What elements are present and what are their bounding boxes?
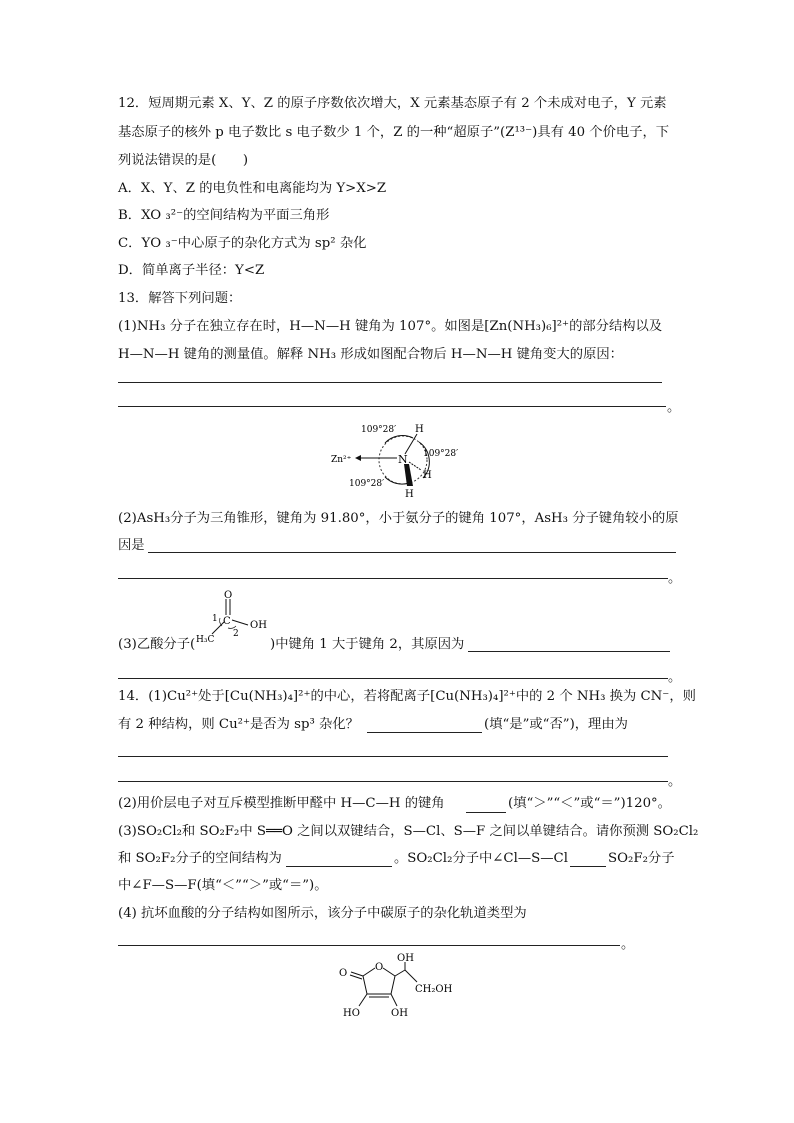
fig3-side-oh: OH <box>397 953 414 964</box>
period: 。 <box>667 400 681 415</box>
fig3-ring-o: O <box>375 962 384 973</box>
answer-blank[interactable] <box>570 866 606 867</box>
fig2-angle-1: 1 <box>212 614 218 624</box>
period: 。 <box>668 774 682 789</box>
q12-option-a: A．X、Y、Z 的电负性和电离能均为 Y>X>Z <box>118 181 387 196</box>
q12-option-d: D．简单离子半径：Y<Z <box>118 263 265 278</box>
fig2-angle-2: 2 <box>233 629 239 639</box>
ascorbic-acid-figure <box>335 952 465 1022</box>
q12-line1: 12．短周期元素 X、Y、Z 的原子序数依次增大，X 元素基态原子有 2 个未成对电子，Y 元素 <box>118 96 667 111</box>
q12-option-b: B．XO ₃²⁻的空间结构为平面三角形 <box>118 208 330 223</box>
q13-title: 13．解答下列问题： <box>118 291 242 306</box>
q14-p2b: (填“＞”“＜”或“＝”)120°。 <box>508 796 671 811</box>
fig1-angle-bottom: 109°28′ <box>349 479 385 489</box>
answer-line[interactable] <box>148 552 676 553</box>
answer-blank[interactable] <box>466 812 506 813</box>
fig3-carbonyl-o: O <box>339 968 348 979</box>
zn-nh3-figure <box>325 420 470 502</box>
q14-p3-line2a: 和 SO₂F₂分子的空间结构为 <box>118 851 282 866</box>
fig1-h-bottom: H <box>405 489 414 500</box>
period: 。 <box>621 937 635 952</box>
q14-p3-line2b: 。SO₂Cl₂分子中∠Cl—S—Cl <box>394 851 568 866</box>
answer-line[interactable] <box>468 651 670 652</box>
answer-line[interactable] <box>118 945 620 946</box>
fig1-angle-top: 109°28′ <box>361 425 397 435</box>
answer-line[interactable] <box>118 678 668 679</box>
q13-p1-line2: H—N—H 键角的测量值。解释 NH₃ 形成如图配合物后 H—N—H 键角变大的原因： <box>118 347 623 362</box>
fig2-oh: OH <box>250 620 267 631</box>
q14-line2b: (填“是”或“否”)，理由为 <box>484 717 628 732</box>
answer-line[interactable] <box>118 578 668 579</box>
q13-p3-suffix: )中键角 1 大于键角 2，其原因为 <box>270 637 465 652</box>
answer-blank[interactable] <box>367 732 482 733</box>
q14-p3-line3: 中∠F—S—F(填“＜”“＞”或“＝”)。 <box>118 878 328 893</box>
answer-line[interactable] <box>118 406 666 407</box>
q14-p2a: (2)用价层电子对互斥模型推断甲醛中 H—C—H 的键角 <box>118 796 445 811</box>
q14-line2a: 有 2 种结构，则 Cu²⁺是否为 sp³ 杂化？ <box>118 717 359 732</box>
q12-line2: 基态原子的核外 p 电子数比 s 电子数少 1 个，Z 的一种“超原子”(Z¹³⁻)具有 40 个价电子，下 <box>118 125 670 140</box>
fig1-h-top: H <box>415 424 424 435</box>
q14-p3-line2c: SO₂F₂分子 <box>608 851 675 866</box>
answer-line[interactable] <box>118 756 668 757</box>
q14-p4-line1: (4) 抗坏血酸的分子结构如图所示，该分子中碳原子的杂化轨道类型为 <box>118 906 527 921</box>
fig1-n: N <box>398 453 408 466</box>
q13-p2-line2-prefix: 因是 <box>118 538 145 553</box>
period: 。 <box>668 571 682 586</box>
q14-line1: 14．(1)Cu²⁺处于[Cu(NH₃)₄]²⁺的中心，若将配离子[Cu(NH₃)₄]²⁺中的 2 个 NH₃ 换为 CN⁻，则 <box>118 689 696 704</box>
q13-p3-prefix: (3)乙酸分子( <box>118 637 196 652</box>
answer-line[interactable] <box>118 382 662 383</box>
acetic-acid-figure <box>192 590 276 644</box>
fig2-ch3: H₃C <box>196 635 215 644</box>
q13-p2-line1: (2)AsH₃分子为三角锥形，键角为 91.80°，小于氨分子的键角 107°，AsH₃ 分子键角较小的原 <box>118 511 679 526</box>
q14-p3-line1: (3)SO₂Cl₂和 SO₂F₂中 S══O 之间以双键结合，S—Cl、S—F 之间以单键结合。请你预测 SO₂Cl₂ <box>118 824 699 839</box>
q12-line3: 列说法错误的是( ) <box>118 153 249 168</box>
answer-line[interactable] <box>118 781 668 782</box>
fig3-oh: OH <box>391 1008 408 1019</box>
q13-p1-line1: (1)NH₃ 分子在独立存在时，H—N—H 键角为 107°。如图是[Zn(NH₃)₆]²⁺的部分结构以及 <box>118 319 663 334</box>
q12-option-c: C．YO ₃⁻中心原子的杂化方式为 sp² 杂化 <box>118 236 367 251</box>
fig1-angle-right: 109°28′ <box>423 449 459 459</box>
fig1-zn: Zn²⁺ <box>331 455 352 465</box>
period: 。 <box>668 670 682 685</box>
fig2-o: O <box>224 590 233 601</box>
fig1-h-right: H <box>423 470 432 481</box>
fig3-ch2oh: CH₂OH <box>415 984 453 995</box>
answer-blank[interactable] <box>286 866 392 867</box>
fig2-c: C <box>223 616 231 627</box>
fig3-ho: HO <box>343 1008 360 1019</box>
